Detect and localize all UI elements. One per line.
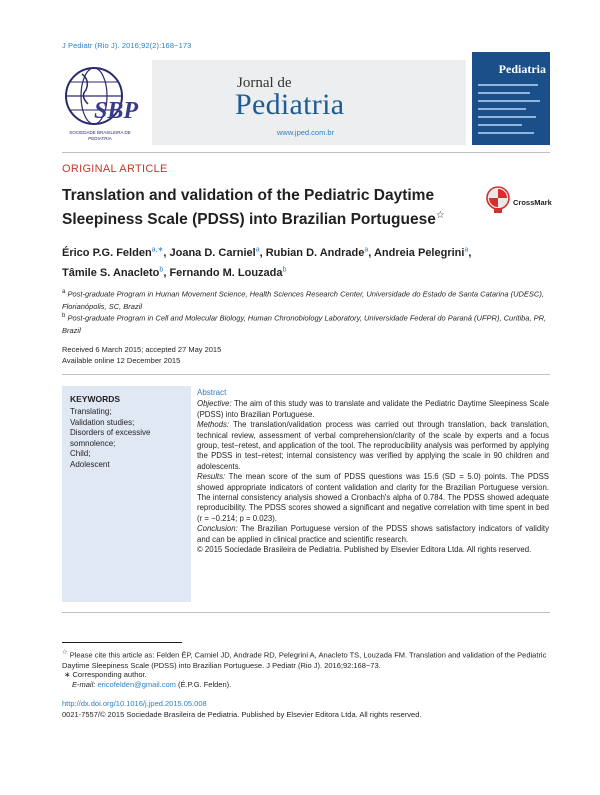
abstract: [197, 388, 549, 556]
abstract-results: Results: The mean score of the sum of PDSS questions was 15.6 (SD = 5.0) points. The PDSS showed appropriate indicators of content validation and clarity for the Brazilian Portuguese version. The internal consistency analysis showed a Cronbach's alpha of 0.784. The PDSS showed adequate reproducibility. The PDSS scores showed a significant and negative correlation with time spent in bed (r = −0.214; p = 0.023).: [197, 472, 549, 523]
journal-citation: J Pediatr (Rio J). 2016;92(2):168−173: [62, 41, 192, 50]
author: Tâmile S. Anacleto$^b$,: [62, 266, 170, 280]
abstract-methods: Methods: The translation/validation process was carried out through translation, back translation, technical review, assessment of verbal comprehension/clarity of the scale by experts and a focus group, test−retest, and application of the tool. The reproducibility analysis was performed by applying the PDSS in test−retest; internal consistency was verified by applying the scale in 90 children and adolescents.: [197, 420, 549, 471]
journal-url[interactable]: www.jped.com.br: [277, 128, 335, 137]
cover-line: [478, 116, 536, 118]
meta-divider: [62, 374, 550, 375]
keywords-heading: KEYWORDS: [70, 394, 121, 404]
journal-title: Pediatria: [235, 88, 345, 121]
article-title: [62, 186, 462, 230]
abstract-objective: Objective: The aim of this study was to translate and validate the Pediatric Daytime Sleepiness Scale (PDSS) into Brazilian Portuguese.: [197, 399, 549, 419]
title-footnote-star[interactable]: ☆: [435, 210, 445, 221]
keyword: Adolescent: [70, 459, 110, 469]
keyword: Child;: [70, 449, 91, 458]
abstract-heading: Abstract: [197, 388, 227, 397]
citation-footnote: ☆ Please cite this article as: Felden ÉP, Carniel JD, Andrade RD, Pelegrini A, Anacleto TS, Louzada FM. Translation and validation of the Pediatric Daytime Sleepiness Scale (PDSS) into Brazilian Portuguese. J Pediatr (Rio J). 2016;92:168−73.: [62, 649, 547, 670]
received-date: Received 6 March 2015; accepted 27 May 2015: [62, 345, 222, 354]
keywords-box: [62, 386, 191, 602]
author: Andreia Pelegrini$^a$,: [373, 246, 472, 259]
cover-line: [478, 84, 538, 86]
abstract-copyright: © 2015 Sociedade Brasileira de Pediatria. Published by Elsevier Editora Ltda. All rights reserved.: [197, 545, 532, 555]
footnote-rule: [62, 642, 182, 643]
affiliation: $^b$ Post-graduate Program in Cell and Molecular Biology, Human Chronobiology Laboratory, Universidade Federal do Paraná (UFPR), Curitiba, PR, Brazil: [62, 313, 547, 335]
email-link[interactable]: ericofelden@gmail.com: [97, 680, 176, 689]
author: Fernando M. Louzada$^b$: [169, 266, 287, 280]
author: Joana D. Carniel$^a$,: [169, 246, 266, 259]
keyword: Validation studies;: [70, 417, 135, 427]
available-date: Available online 12 December 2015: [62, 356, 181, 365]
keywords-list: [70, 407, 190, 470]
author-list: [62, 241, 542, 282]
abstract-conclusion: Conclusion: The Brazilian Portuguese version of the PDSS shows satisfactory indicators of validity and can be applied in clinical practice and scientific research.: [197, 524, 549, 544]
logo-caption: SOCIEDADE BRASILEIRA DE PEDIATRIA: [69, 130, 131, 141]
cover-line: [478, 108, 526, 110]
cover-line: [478, 124, 522, 126]
journal-cover-thumbnail: [472, 52, 550, 145]
cover-line: [478, 132, 534, 134]
header-divider: [62, 152, 550, 153]
crossmark-icon: [486, 186, 510, 214]
sbp-logo: [60, 60, 140, 146]
cover-title: Pediatria: [498, 62, 546, 76]
journal-banner: [152, 60, 466, 145]
email-footnote: E-mail: ericofelden@gmail.com (É.P.G. Felden).: [72, 680, 232, 689]
issn-copyright: 0021-7557/© 2015 Sociedade Brasileira de Pediatria. Published by Elsevier Editora Ltda. All rights reserved.: [62, 710, 422, 719]
crossmark-badge[interactable]: [486, 186, 556, 216]
logo-text: SBP: [94, 98, 139, 124]
corresponding-footnote: ∗ Corresponding author.: [64, 670, 147, 679]
abstract-divider: [62, 612, 550, 613]
doi-link[interactable]: http://dx.doi.org/10.1016/j.jped.2015.05.008: [62, 699, 207, 708]
article-dates: [62, 344, 221, 366]
crossmark-label: CrossMark: [513, 198, 552, 207]
author: Rubian D. Andrade$^a$,: [265, 246, 374, 259]
keyword: Translating;: [70, 407, 112, 416]
journal-title-small: Jornal de: [237, 75, 292, 91]
article-title-text: Translation and validation of the Pediatric Daytime Sleepiness Scale (PDSS) into Brazilian Portuguese: [62, 187, 436, 229]
keyword: Disorders of excessive somnolence;: [70, 428, 151, 448]
cover-line: [478, 100, 540, 102]
section-label: ORIGINAL ARTICLE: [62, 163, 168, 175]
cover-line: [478, 92, 530, 94]
affiliation: $^a$ Post-graduate Program in Human Movement Science, Health Sciences Research Center, Universidade do Estado de Santa Catarina (UDESC), Florianópolis, SC, Brazil: [62, 289, 544, 311]
author: Érico P.G. Felden$^{a,∗}$,: [62, 246, 170, 259]
